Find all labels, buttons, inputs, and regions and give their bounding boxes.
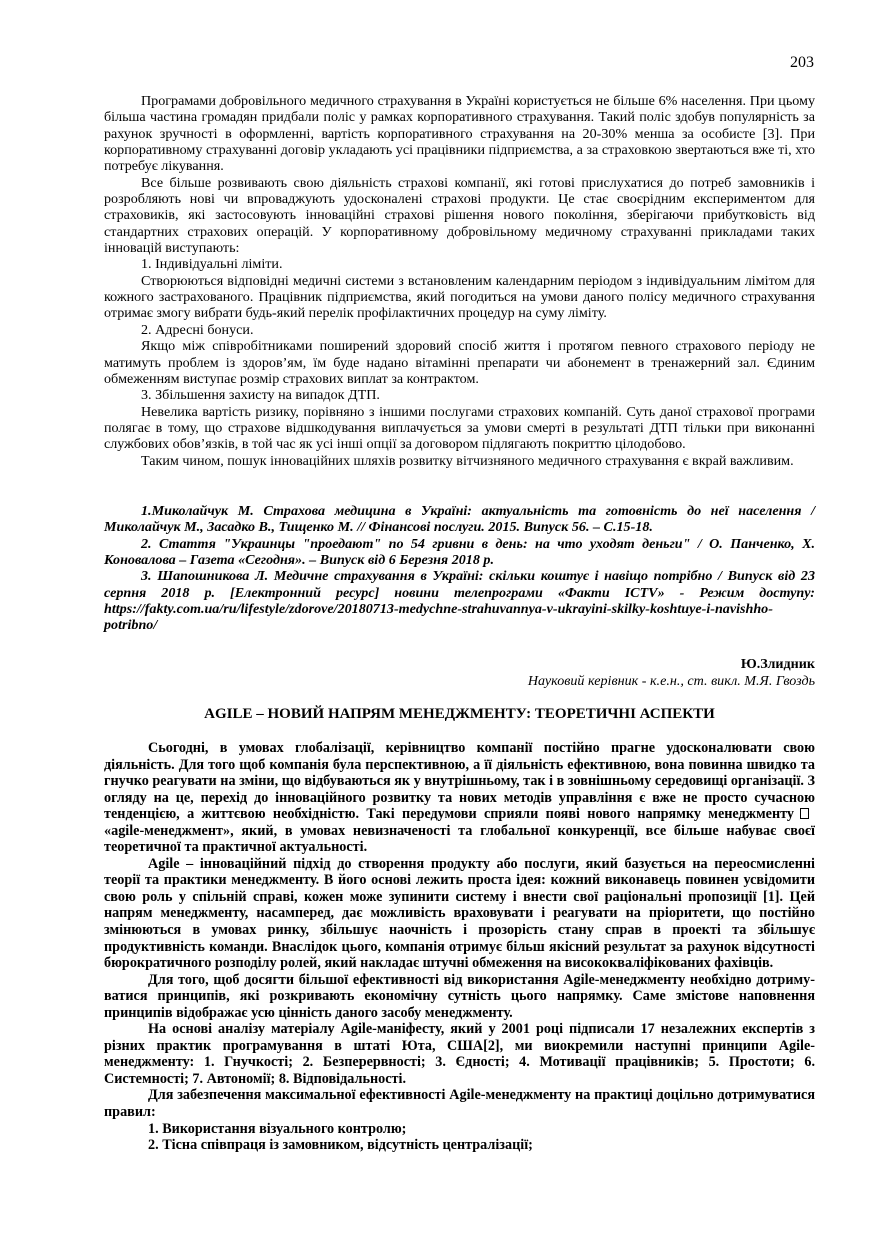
paragraph: На основі аналізу матеріалу Agile-маніфесту, який у 2001 році підписали 17 незалежних експертів з різних практик програмування в штаті Юта, США[2], ми виокремили наступні принципи Agile-менеджменту: 1. Гнучкості; 2. Безперервності; 3. Єдності; 4. Мотивації працівників; 5. Простоти; 6. Системності; 7. Автономії; 8. Відповідальності.: [104, 1021, 815, 1087]
paragraph: Для того, щоб досягти більшої ефективності від використання Agile-менеджменту необхідно дотриму-ватися принципів, які розкривають економічну сутність цього напрямку. Саме змістове наповнення принципів відображає усю цінність даного засобу менеджменту.: [104, 971, 815, 1021]
author-block: [104, 656, 815, 689]
list-item: 1. Індивідуальні ліміти.: [141, 256, 283, 273]
paragraph: Програмами добровільного медичного страхування в Україні користується не більше 6% населення. При цьому більша частина громадян придбали поліс у рамках корпоративного страхування. Такий поліс здобув популярність за рахунок зручності в оформленні, вартість корпоративного страхування на 20-30% менша за особисте [3]. При корпоративному страхуванні договір укладають усі працівники підприємства, а за страховкою звертаються вже ті, хто потребує лікування.: [104, 93, 815, 175]
page-number: 203: [790, 54, 814, 71]
article-title: AGILE – НОВИЙ НАПРЯМ МЕНЕДЖМЕНТУ: ТЕОРЕТИЧНІ АСПЕКТИ: [204, 706, 715, 722]
supervisor: Науковий керівник - к.е.н., ст. викл. М.Я. Гвоздь: [527, 672, 815, 689]
reference-item: 1.Миколайчук М. Страхова медицина в Україні: актуальність та готовність до неї населення / Миколайчук М., Засадко В., Тищенко М. // Фінансові послуги. 2015. Випуск 56. – С.15-18.: [104, 503, 815, 536]
section-medical-insurance: [104, 93, 815, 469]
paragraph: Все більше розвивають свою діяльність страхові компанії, які готові прислухатися до потреб замовників і розробляють нові чи впроваджують удосконалені страхові продукти. Це стає своєрідним експериментом для страховиків, які застосовують інноваційні страхові рішення нового покоління, зберігаючи прибутковість від стандартних страхових операцій. У корпоративному добровільному медичному страхуванні прикладами таких інновацій виступають:: [104, 174, 815, 257]
paragraph: Таким чином, пошук інноваційних шляхів розвитку вітчизняного медичного страхування є вкрай важливим.: [141, 452, 794, 469]
paragraph-text: «agile-менеджмент», який, в умовах невизначеності та глобальної конкуренції, все більше набуває своєї теоретичної та практичної актуальності.: [104, 822, 815, 856]
list-item: 3. Збільшення захисту на випадок ДТП.: [141, 387, 380, 404]
reference-item: 3. Шапошникова Л. Медичне страхування в Україні: скільки коштує і навіщо потрібно / Випуск від 23 серпня 2018 р. [Електронний ресурс] новини телепрограми «Факти ICTV» - Режим доступу: https://fakty.com.ua/ru/lifestyle/zdorove/20180713-medychne-strahuvannya-v-ukrayini-skilky-koshtuye-i-navishho-potribno/: [104, 568, 815, 634]
section-agile: [104, 740, 815, 1154]
paragraph: Невелика вартість ризику, порівняно з іншими послугами страхових компаній. Суть даної страхової програми полягає в тому, що страхове відшкодування виплачується за умови смерті в результаті ДТП тільки при виконанні службових обов’язків, в той час як усі інші опції за договором підлягають покриттю цілодобово.: [104, 403, 815, 453]
reference-item: 2. Стаття "Украинцы "проедают" по 54 гривни в день: на что уходят деньги" / О. Панченко, Х. Коновалова – Газета «Сегодня». – Випуск від 6 Березня 2018 р.: [104, 535, 815, 569]
paragraph-text: Сьогодні, в умовах глобалізації, керівництво компанії постійно прагне удосконалювати свою діяльність. Для того щоб компанія була перспективною, а її діяльність ефективною, вона повинна швидко та гнучко реагувати на зміни, що відбуваються як у внутрішньому, так і в зовнішньому середовищі організації. З огляду на це, перехід до інноваційного розвитку та нових методів управління є вже не просто сучасною тенденцією, а життєвою необхідністю. Такі передумови сприяли появі нового напрямку менеджменту: [104, 740, 815, 823]
paragraph: Для забезпечення максимальної ефективності Agile-менеджменту на практиці доцільно дотримуватися правил:: [104, 1087, 815, 1121]
list-item: 2. Тісна співпраця із замовником, відсутність централізації;: [148, 1137, 533, 1154]
paragraph: Створюються відповідні медичні системи з встановленим календарним періодом з індивідуальним лімітом для кожного застрахованого. Працівник підприємства, який погодиться на умови даного полісу медичного страхування отримає змогу вибрати будь-який перелік профілактичних процедур на суму ліміту.: [104, 272, 815, 322]
list-item: 2. Адресні бонуси.: [141, 321, 254, 338]
author-name: Ю.Злидник: [740, 656, 815, 672]
list-item: 1. Використання візуального контролю;: [148, 1120, 407, 1137]
paragraph: [104, 740, 815, 856]
paragraph: Якщо між співробітниками поширений здоровий спосіб життя і протягом певного страхового періоду не матимуть проблем із здоров’ям, їм буде надано вітамінні препарати чи абонемент в тренажерний зал. Єдиним обмеженням виступає розмір страхових виплат за контрактом.: [104, 338, 815, 387]
missing-glyph-icon: [800, 808, 809, 819]
paragraph: Agile – інноваційний підхід до створення продукту або послуги, який базується на переосмисленні теорії та практики менеджменту. В його основі лежить проста ідея: кожний виконавець повинен усвідомити свою роль у спільній справі, кожен може зупинити систему і внести свої раціональні пропозиції [1]. Цей напрям менеджменту, насамперед, дає можливість враховувати і реагувати на пріоритети, що постійно змінюються в умовах ринку, збільшує наочність і прозорість стану справ в проекті та збільшує продуктивність команди. Внаслідок цього, компанія отримує більш якісний результат за рахунок відсутності бюрократичного розподілу ролей, який накладає штучні обмеження на висококваліфікованих фахівців.: [104, 855, 815, 972]
references: [104, 503, 815, 634]
